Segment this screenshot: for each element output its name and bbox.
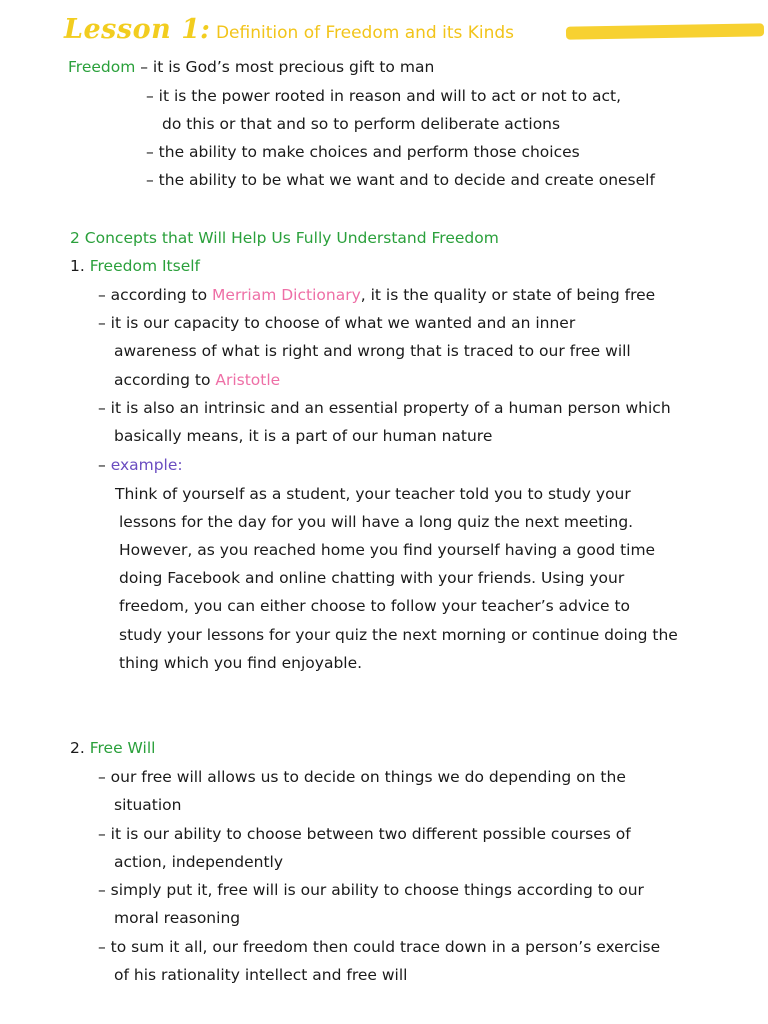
s1-bullet-2-line-3 [114,370,280,390]
s1-bullet-1 [98,285,655,305]
intro-line-2: – it is the power rooted in reason and will to act or not to act, [146,87,622,105]
s1-b1-suffix: , it is the quality or state of being free [360,286,656,304]
example-line: freedom, you can either choose to follow your teacher’s advice to [119,597,631,615]
s2-line: of his rationality intellect and free will [114,966,408,984]
section1-heading [70,256,200,276]
title-highlight-bar [566,23,764,39]
section1-title: Freedom Itself [89,257,200,275]
lesson-number: 1: [181,14,210,45]
freedom-term: Freedom [68,58,136,76]
intro-line-4: – the ability to make choices and perform those choices [146,143,580,161]
s1-b1-prefix: – according to [98,286,213,304]
s2-line: – it is our ability to choose between two different possible courses of [98,825,631,843]
aristotle-source: Aristotle [215,371,281,389]
intro-line-1 [68,57,434,77]
example-dash: – [98,456,111,474]
section1-number: 1. [70,257,85,275]
lesson-word: Lesson [64,14,172,45]
example-line: thing which you find enjoyable. [119,654,363,672]
s1-bullet-3-line-1: – it is also an intrinsic and an essential property of a human person which [98,399,671,417]
intro-def-1: – it is God’s most precious gift to man [135,58,435,76]
example-label-line [98,455,183,475]
lesson-title [64,14,514,48]
s2-line: – to sum it all, our freedom then could trace down in a person’s exercise [98,938,661,956]
concepts-heading: 2 Concepts that Will Help Us Fully Understand Freedom [70,229,499,247]
example-line: study your lessons for your quiz the next morning or continue doing the [119,626,678,644]
s1-bullet-2-line-1: – it is our capacity to choose of what we wanted and an inner [98,314,576,332]
lesson-title-text: Definition of Freedom and its Kinds [215,23,515,43]
example-line: lessons for the day for you will have a long quiz the next meeting. [119,513,634,531]
s2-line: – simply put it, free will is our ability to choose things according to our [98,881,644,899]
s1-bullet-3-line-2: basically means, it is a part of our human nature [114,427,493,445]
intro-line-3: do this or that and so to perform deliberate actions [162,115,561,133]
section2-number: 2. [70,739,85,757]
s1-b2-prefix: according to [114,371,216,389]
example-label: example: [110,456,183,474]
example-line: doing Facebook and online chatting with your friends. Using your [119,569,625,587]
intro-line-5: – the ability to be what we want and to decide and create oneself [146,171,655,189]
s2-line: action, independently [114,853,284,871]
s2-line: situation [114,796,182,814]
section2-title: Free Will [89,739,156,757]
merriam-dictionary-source: Merriam Dictionary [212,286,361,304]
example-line: Think of yourself as a student, your teacher told you to study your [115,485,631,503]
s2-line: – our free will allows us to decide on things we do depending on the [98,768,626,786]
example-line: However, as you reached home you find yourself having a good time [119,541,656,559]
section2-heading [70,738,155,758]
s2-line: moral reasoning [114,909,241,927]
s1-bullet-2-line-2: awareness of what is right and wrong that is traced to our free will [114,342,631,360]
